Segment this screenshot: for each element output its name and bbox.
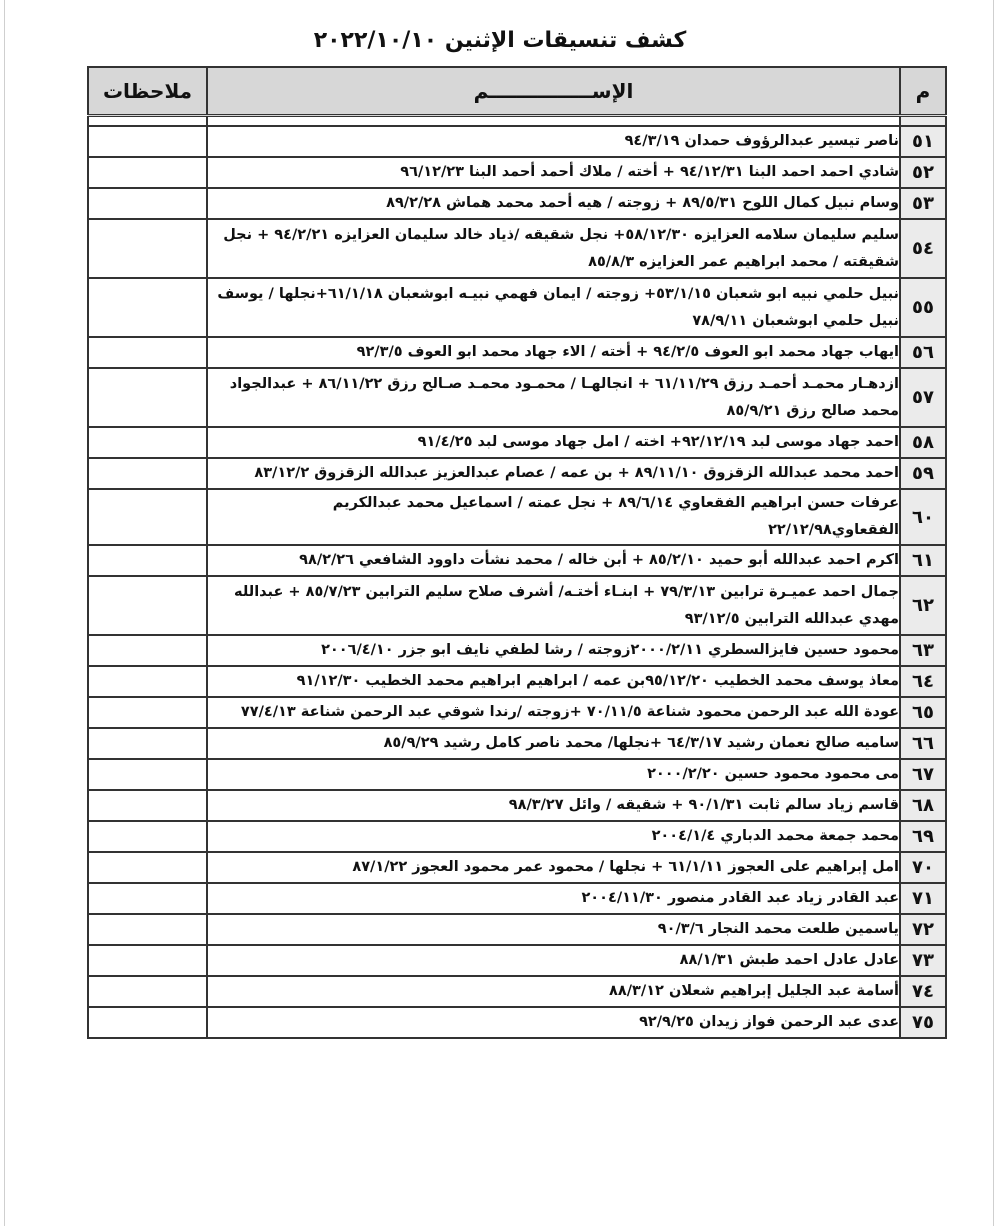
row-name: عبد القادر زياد عبد القادر منصور ٢٠٠٤/١١/٣٠ [207,883,900,914]
table-row [88,458,946,489]
row-number: ٧٢ [900,914,946,945]
row-name: احمد محمد عبدالله الزقزوق ٨٩/١١/١٠ + بن عمه / عصام عبدالعزيز عبدالله الزقزوق ٨٣/١٢/٢ [207,458,900,489]
table-row [88,976,946,1007]
table-row [88,945,946,976]
table-row [88,337,946,368]
row-number: ٦٢ [900,576,946,635]
row-name: ياسمين طلعت محمد النجار ٩٠/٣/٦ [207,914,900,945]
table-header-row [88,67,946,116]
row-number: ٦٧ [900,759,946,790]
row-notes [88,126,207,157]
table-row [88,157,946,188]
row-notes [88,883,207,914]
table-row [88,188,946,219]
row-name: ناصر تيسير عبدالرؤوف حمدان ٩٤/٣/١٩ [207,126,900,157]
row-notes [88,337,207,368]
row-notes [88,945,207,976]
table-row [88,883,946,914]
row-number: ٧٠ [900,852,946,883]
roster-body [88,116,946,1039]
row-notes [88,157,207,188]
row-number: ٦٣ [900,635,946,666]
row-name: ايهاب جهاد محمد ابو العوف ٩٤/٢/٥ + أخته / الاء جهاد محمد ابو العوف ٩٢/٣/٥ [207,337,900,368]
row-name: محمود حسين فايزالسطري ٢٠٠٠/٢/١١زوجته / رشا لطفي نايف ابو جزر ٢٠٠٦/٤/١٠ [207,635,900,666]
row-notes [88,1007,207,1038]
table-row [88,666,946,697]
row-number: ٧٣ [900,945,946,976]
row-name: نبيل حلمي نبيه ابو شعبان ٥٣/١/١٥+ زوجته / ايمان فهمي نبيـه ابوشعبان ٦١/١/١٨+نجلها / يوسف نبيل حلمي ابوشعبان ٧٨/٩/١١ [207,278,900,337]
row-name: عرفات حسن ابراهيم الفقعاوي ٨٩/٦/١٤ + نجل عمته / اسماعيل محمد عبدالكريم الفقعاوي٢٢/١٢/٩٨ [207,489,900,545]
column-header-name: الإســـــــــــــــم [207,67,900,116]
row-notes [88,728,207,759]
row-name: محمد جمعة محمد الدباري ٢٠٠٤/١/٤ [207,821,900,852]
roster-table [87,66,947,1039]
table-row [88,545,946,576]
row-name: وسام نبيل كمال اللوح ٨٩/٥/٣١ + زوجته / هيه أحمد محمد هماش ٨٩/٢/٢٨ [207,188,900,219]
table-row [88,368,946,427]
row-name: عادل عادل احمد طبش ٨٨/١/٣١ [207,945,900,976]
table-row [88,576,946,635]
table-row [88,1007,946,1038]
header-separator [88,116,946,127]
row-number: ٦١ [900,545,946,576]
row-notes [88,852,207,883]
table-row [88,697,946,728]
row-number: ٧١ [900,883,946,914]
row-name: امل إبراهيم على العجوز ٦١/١/١١ + نجلها / محمود عمر محمود العجوز ٨٧/١/٢٢ [207,852,900,883]
row-name: شادي احمد احمد البنا ٩٤/١٢/٣١ + أخته / ملاك أحمد أحمد البنا ٩٦/١٢/٢٣ [207,157,900,188]
row-name: معاذ يوسف محمد الخطيب ٩٥/١٢/٢٠بن عمه / ابراهيم ابراهيم محمد الخطيب ٩١/١٢/٣٠ [207,666,900,697]
row-name: اكرم احمد عبدالله أبو حميد ٨٥/٢/١٠ + أبن خاله / محمد نشأت داوود الشافعي ٩٨/٢/٢٦ [207,545,900,576]
table-row [88,635,946,666]
row-name: سليم سليمان سلامه العزايزه ٥٨/١٢/٣٠+ نجل شقيقه /ذياد خالد سليمان العزايزه ٩٤/٢/٢١ + نجل شقيقته / محمد ابراهيم عمر العزايزه ٨٥/٨/٣ [207,219,900,278]
column-header-notes: ملاحظات [88,67,207,116]
row-number: ٥٤ [900,219,946,278]
row-number: ٦٤ [900,666,946,697]
table-row [88,489,946,545]
row-number: ٥٨ [900,427,946,458]
row-notes [88,458,207,489]
table-row [88,278,946,337]
row-notes [88,914,207,945]
table-row [88,219,946,278]
table-row [88,914,946,945]
row-number: ٥٣ [900,188,946,219]
row-number: ٥٦ [900,337,946,368]
row-notes [88,545,207,576]
row-notes [88,368,207,427]
row-number: ٧٥ [900,1007,946,1038]
row-notes [88,790,207,821]
row-notes [88,576,207,635]
row-notes [88,278,207,337]
column-header-number: م [900,67,946,116]
row-number: ٥٢ [900,157,946,188]
table-row [88,427,946,458]
row-notes [88,489,207,545]
row-number: ٦٥ [900,697,946,728]
row-name: قاسم زياد سالم ثابت ٩٠/١/٣١ + شقيقه / وائل ٩٨/٣/٢٧ [207,790,900,821]
row-name: عدى عبد الرحمن فواز زيدان ٩٢/٩/٢٥ [207,1007,900,1038]
row-notes [88,821,207,852]
row-number: ٦٠ [900,489,946,545]
document-title: كشف تنسيقات الإثنين ٢٠٢٢/١٠/١٠ [313,28,687,53]
row-notes [88,666,207,697]
table-row [88,126,946,157]
row-notes [88,976,207,1007]
table-row [88,821,946,852]
row-name: ساميه صالح نعمان رشيد ٦٤/٣/١٧ +نجلها/ محمد ناصر كامل رشيد ٨٥/٩/٢٩ [207,728,900,759]
row-number: ٥١ [900,126,946,157]
row-notes [88,188,207,219]
row-number: ٦٩ [900,821,946,852]
row-notes [88,219,207,278]
row-notes [88,759,207,790]
table-row [88,852,946,883]
row-number: ٥٩ [900,458,946,489]
row-number: ٧٤ [900,976,946,1007]
table-row [88,759,946,790]
row-name: احمد جهاد موسى لبد ٩٢/١٢/١٩+ اخته / امل جهاد موسى لبد ٩١/٤/٢٥ [207,427,900,458]
row-name: أسامة عبد الجليل إبراهيم شعلان ٨٨/٣/١٢ [207,976,900,1007]
row-name: عودة الله عبد الرحمن محمود شناعة ٧٠/١١/٥ +زوجته /رندا شوقي عبد الرحمن شناعة ٧٧/٤/١٣ [207,697,900,728]
row-name: مى محمود محمود حسين ٢٠٠٠/٢/٢٠ [207,759,900,790]
row-number: ٦٨ [900,790,946,821]
row-notes [88,635,207,666]
row-name: ازدهـار محمـد أحمـد رزق ٦١/١١/٢٩ + انجالهـا / محمـود محمـد صـالح رزق ٨٦/١١/٢٢ + عبدالجواد محمد صالح رزق ٨٥/٩/٢١ [207,368,900,427]
row-notes [88,697,207,728]
row-notes [88,427,207,458]
row-number: ٥٥ [900,278,946,337]
row-number: ٦٦ [900,728,946,759]
row-name: جمال احمد عميـرة ترابين ٧٩/٣/١٣ + ابنـاء أختـه/ أشرف صلاح سليم الترابين ٨٥/٧/٢٣ + عبدالله مهدي عبدالله الترابين ٩٣/١٢/٥ [207,576,900,635]
table-row [88,790,946,821]
row-number: ٥٧ [900,368,946,427]
table-row [88,728,946,759]
